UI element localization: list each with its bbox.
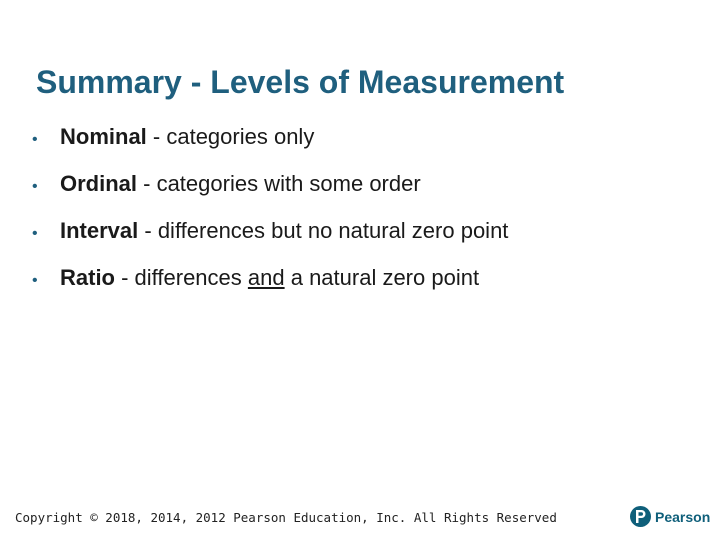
bullet-content bbox=[60, 265, 479, 291]
bullet-term: Interval bbox=[60, 218, 139, 243]
bullet-content bbox=[60, 218, 508, 244]
bullet-emphasis: and bbox=[247, 265, 285, 290]
bullet-text: - categories with some order bbox=[137, 171, 421, 196]
bullet-text: - categories only bbox=[146, 124, 315, 149]
bullet-term: Nominal bbox=[60, 124, 147, 149]
copyright-notice: Copyright © 2018, 2014, 2012 Pearson Education, Inc. All Rights Reserved bbox=[15, 510, 557, 525]
bullet-term: Ratio bbox=[60, 265, 115, 290]
pearson-logo-icon bbox=[630, 506, 651, 527]
bullet-text: - differences but no natural zero point bbox=[138, 218, 509, 243]
bullet-text-after: a natural zero point bbox=[284, 265, 480, 290]
bullet-item-ratio bbox=[30, 265, 508, 312]
bullet-content bbox=[60, 124, 314, 150]
bullet-item-interval bbox=[30, 218, 508, 265]
bullet-icon: • bbox=[32, 178, 38, 195]
brand-mark bbox=[630, 506, 710, 527]
bullet-term: Ordinal bbox=[60, 171, 138, 196]
bullet-item-nominal bbox=[30, 124, 508, 171]
bullet-content bbox=[60, 171, 421, 197]
bullet-list bbox=[30, 124, 508, 312]
bullet-icon: • bbox=[32, 272, 38, 289]
slide-title: Summary - Levels of Measurement bbox=[36, 64, 565, 100]
bullet-item-ordinal bbox=[30, 171, 508, 218]
brand-name: Pearson bbox=[655, 508, 711, 525]
bullet-icon: • bbox=[32, 225, 38, 242]
bullet-text-before: - differences bbox=[115, 265, 248, 290]
bullet-icon: • bbox=[32, 131, 38, 148]
